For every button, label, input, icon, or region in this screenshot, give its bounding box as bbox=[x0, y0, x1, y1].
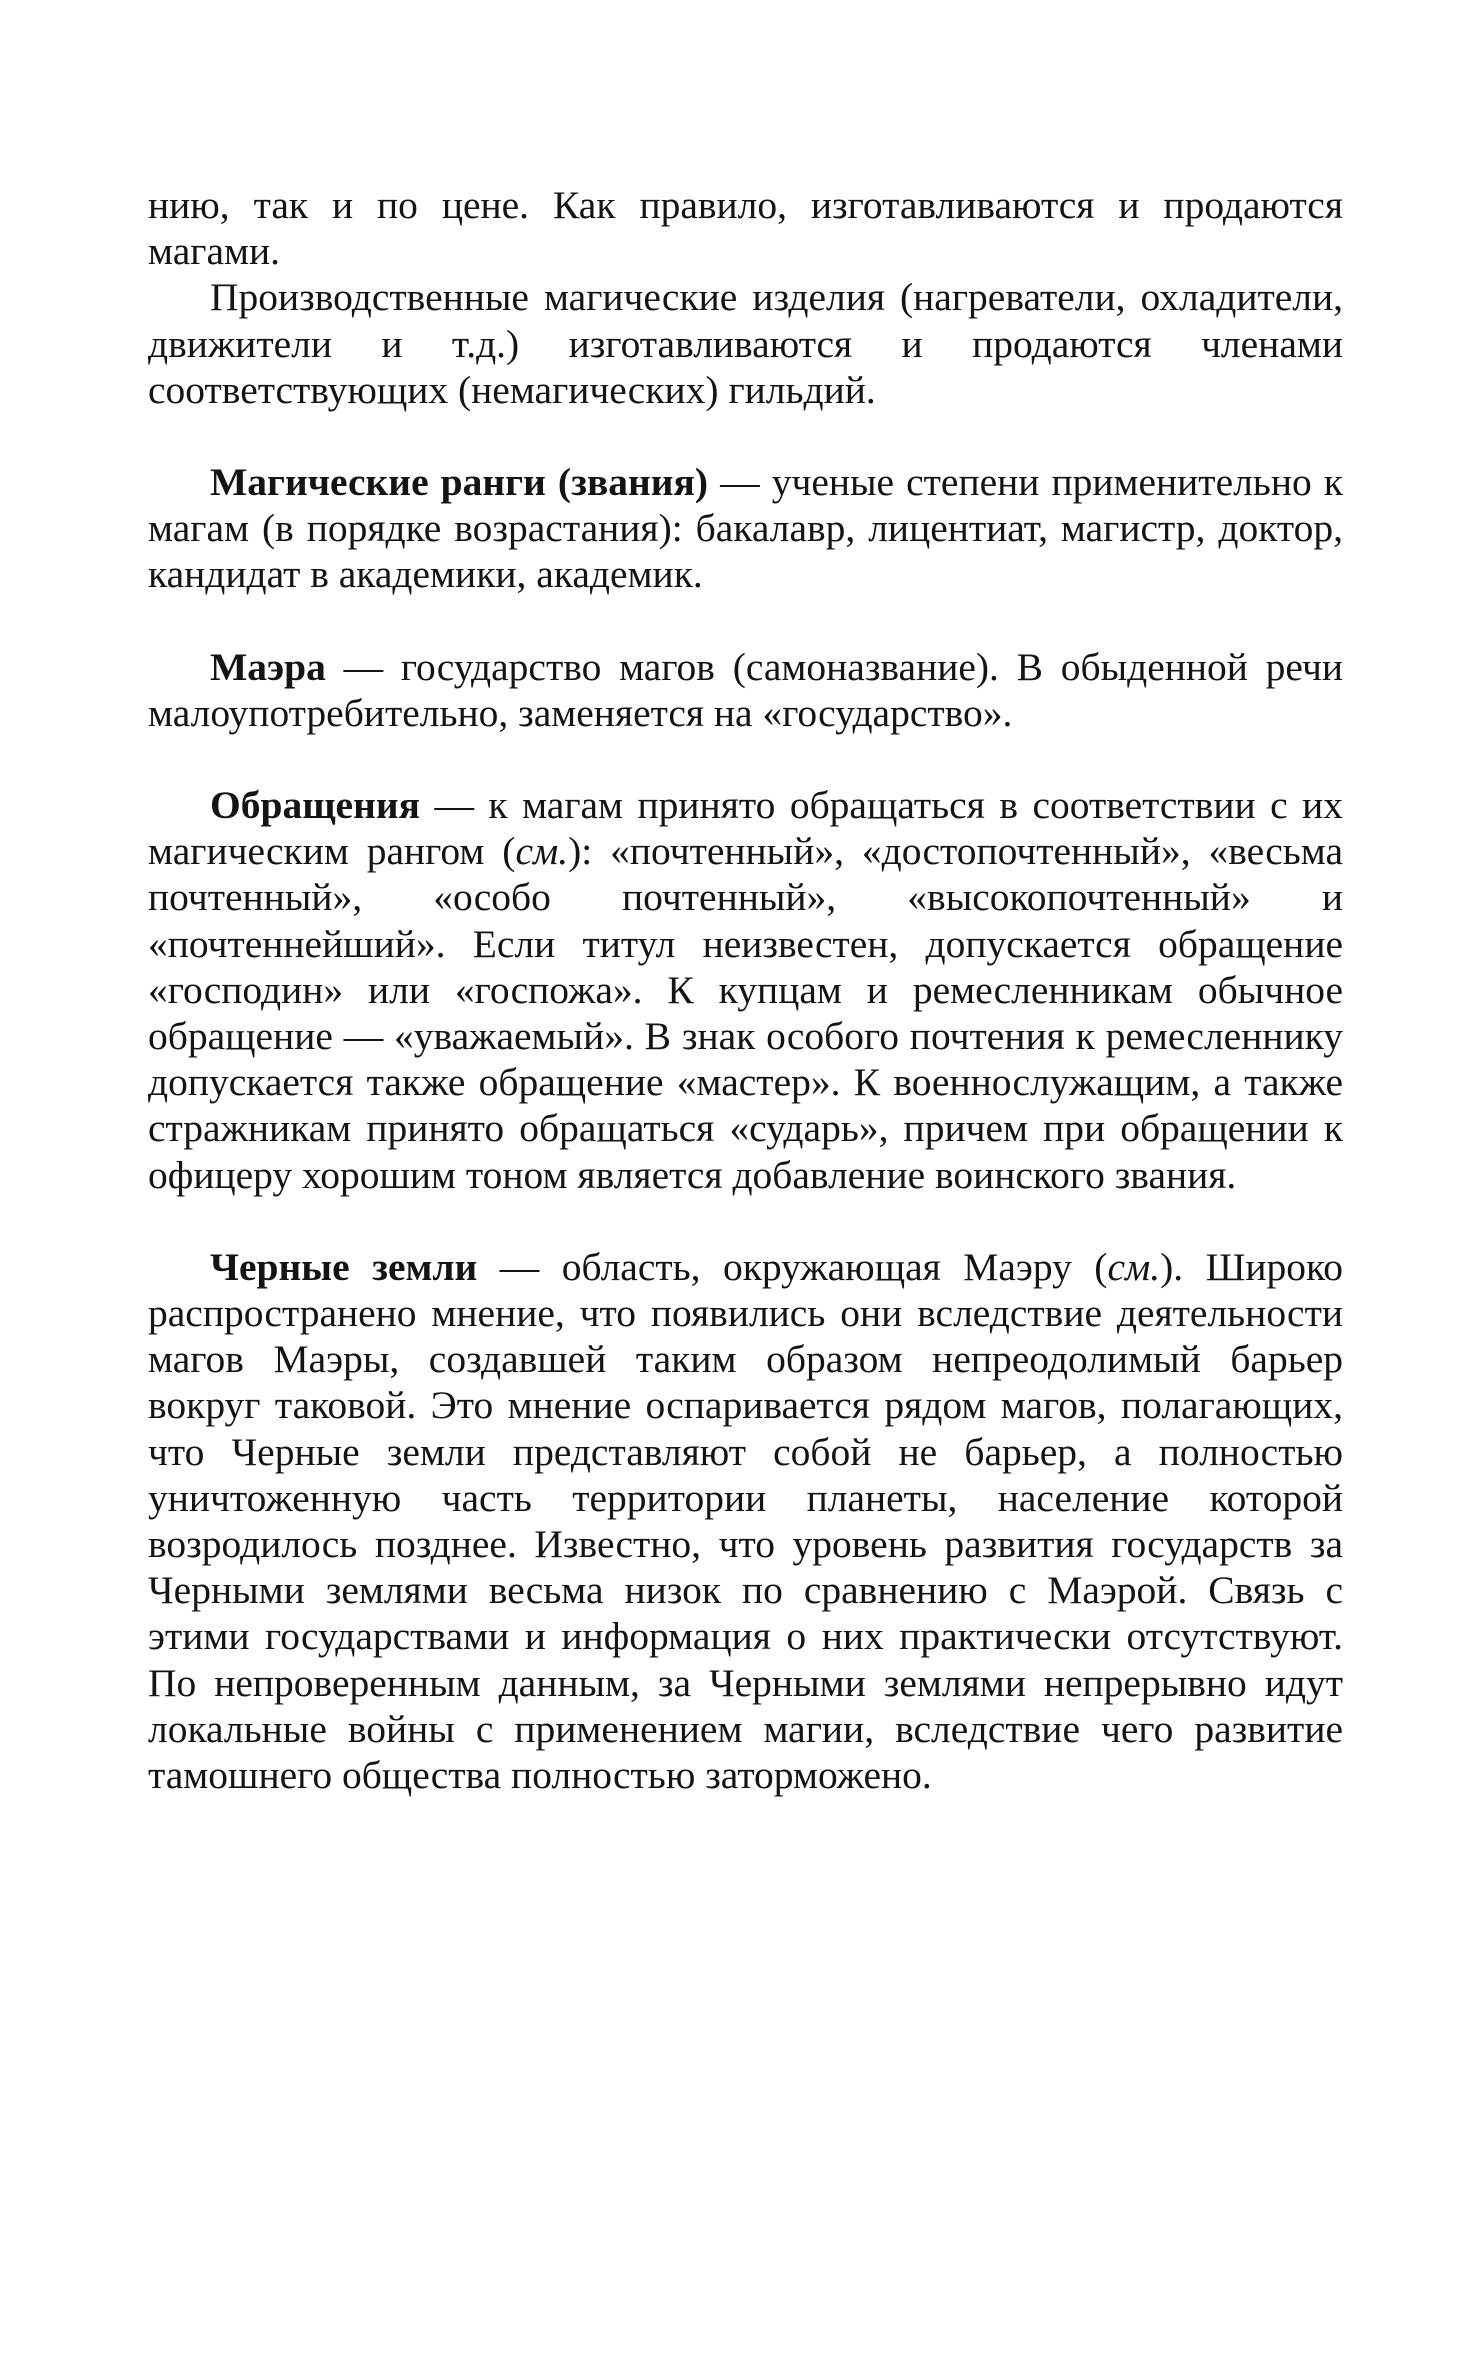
entry-term: Черные земли bbox=[210, 1244, 478, 1289]
entry-separator bbox=[148, 1198, 1343, 1244]
paragraph-text: нию, так и по цене. Как правило, изготавливаются и продаются магами. bbox=[148, 183, 1343, 274]
entry-term: Обращения bbox=[210, 783, 420, 828]
entry-definition: — ученые степени применительно к магам (в порядке возрастания): бакалавр, лицентиат, магистр, доктор, кандидат в академики, академик. bbox=[148, 460, 1343, 597]
glossary-entry-black-lands bbox=[148, 1244, 1343, 1798]
entry-definition: — государство магов (самоназвание). В обыденной речи малоупотребительно, заменяется на «государство». bbox=[148, 644, 1343, 735]
entry-term: Магические ранги (звания) bbox=[210, 460, 709, 505]
entry-separator bbox=[148, 736, 1343, 782]
cross-reference: см. bbox=[1107, 1244, 1161, 1289]
glossary-entry-magic-ranks bbox=[148, 459, 1343, 598]
entry-separator bbox=[148, 598, 1343, 644]
entry-definition-part-1: — к магам принято обращаться в соответствии с их магическим рангом ( bbox=[148, 783, 1343, 874]
glossary-entry-maera bbox=[148, 644, 1343, 736]
glossary-entry-forms-of-address bbox=[148, 782, 1343, 1198]
paragraph-text: Производственные магические изделия (нагреватели, охладители, движители и т.д.) изготавливаются и продаются членами соответствующих (немагических) гильдий. bbox=[148, 275, 1343, 412]
entry-definition-part-2: ). Широко распространено мнение, что появились они вследствие деятельности магов Маэры, создавшей таким образом непреодолимый барьер вокруг таковой. Это мнение оспаривается рядом магов, полагающих, что Черные земли представляют собой не барьер, а полностью уничтоженную часть территории планеты, население которой возродилось позднее. Известно, что уровень развития государств за Черными землями весьма низок по сравнению с Маэрой. Связь с этими государствами и информация о них практически отсутствуют. По непроверенным данным, за Черными землями непрерывно идут локальные войны с применением магии, вследствие чего развитие тамошнего общества полностью заторможено. bbox=[148, 1244, 1343, 1798]
entry-definition-part-2: ): «почтенный», «достопочтенный», «весьма почтенный», «особо почтенный», «высокопочтенный» и «почтеннейший». Если титул неизвестен, допускается обращение «господин» или «госпожа». К купцам и ремесленникам обычное обращение — «уважаемый». В знак особого почтения к ремесленнику допускается также обращение «мастер». К военнослужащим, а также стражникам принято обращаться «сударь», причем при обращении к офицеру хорошим тоном является добавление воинского звания. bbox=[148, 829, 1343, 1197]
book-page bbox=[148, 182, 1343, 1798]
continuation-paragraph bbox=[148, 182, 1343, 274]
entry-definition-part-1: — область, окружающая Маэру ( bbox=[477, 1244, 1108, 1289]
production-items-paragraph bbox=[148, 274, 1343, 413]
cross-reference: см. bbox=[515, 829, 569, 874]
entry-separator bbox=[148, 413, 1343, 459]
entry-term: Маэра bbox=[210, 644, 326, 689]
